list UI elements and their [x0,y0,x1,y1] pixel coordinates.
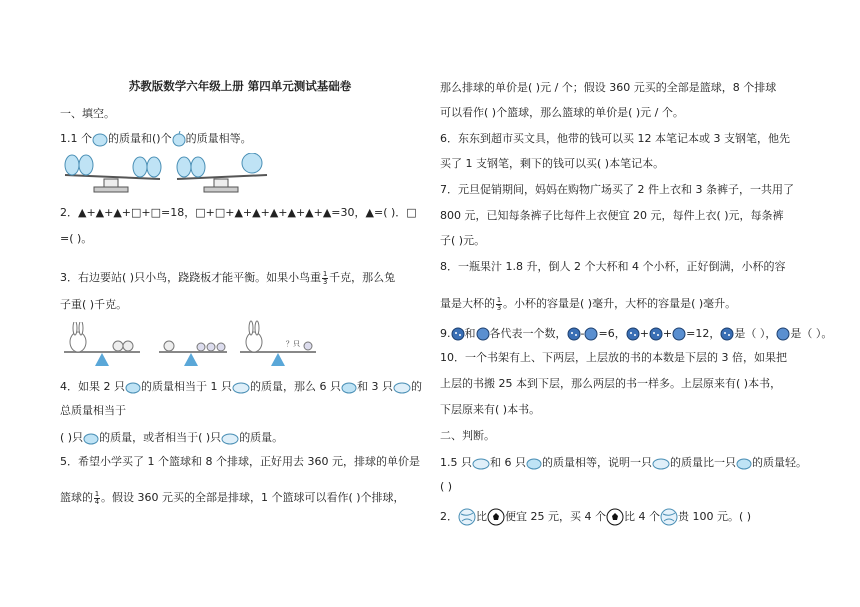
question-6-line-2: 买了 1 支钢笔，剩下的钱可以买( )本笔记本。 [440,157,665,170]
judge-question-1-answer: ( ) [440,480,453,493]
ladybug-icon [649,327,663,341]
question-5-line-1: 5．希望小学买了 1 个篮球和 8 个排球，正好用去 360 元，排球的单价是 [60,455,420,468]
page-title: 苏教版数学六年级上册 第四单元测试基础卷 [128,79,352,93]
section-fill-blank: 一、填空。 [60,107,115,120]
soccer-ball-icon [606,508,624,526]
bird-icon [393,380,411,394]
bird-icon [221,431,239,445]
blueberry-icon [776,327,790,341]
blueberry-icon [584,327,598,341]
ladybug-icon [567,327,581,341]
soccer-ball-icon [487,508,505,526]
fish-icon [83,431,99,445]
question-9: 9. 和 各代表一个数， - =6， + + =12， 是（ ）， 是（ ）。 [440,327,833,340]
question-3-line-1: 3．右边要站( )只小鸟，跷跷板才能平衡。如果小鸟重 $\frac{1}{3}$ 千克，那么兔 [60,269,396,286]
judge-question-2: 2． 比 便宜 25 元，买 4 个 比 4 个 贵 100 元。( ) [440,508,751,526]
apple-icon [172,131,186,147]
fraction-one-third: $\frac{1}{3}$ [322,269,328,286]
question-7-line-2: 800 元，已知每条裤子比每件上衣便宜 20 元，每件上衣( )元，每条裤 [440,209,784,222]
question-4-line-2: 总质量相当于 [60,404,126,417]
fish-icon [341,380,357,394]
seesaw-illustration-2 [157,322,229,368]
question-10-line-1: 10．一个书架有上、下两层，上层放的书的本数是下层的 3 倍，如果把 [440,351,787,364]
question-8-line-2: 量是大杯的 $\frac{1}{3}$ 。小杯的容量是( )毫升，大杯的容量是( )毫升。 [440,295,737,312]
question-10-line-3: 下层原来有( )本书。 [440,403,541,416]
ladybug-icon [626,327,640,341]
ladybug-icon [720,327,734,341]
question-7-line-3: 子( )元。 [440,234,486,247]
question-4-line-3: ( )只 的质量，或者相当于( )只 的质量。 [60,431,284,444]
volleyball-icon [660,508,678,526]
judge-question-1: 1.5 只 和 6 只 的质量相等，说明一只 的质量比一只 的质量轻。 [440,456,807,469]
balance-scale-illustration-2 [172,153,272,195]
bird-icon [232,380,250,394]
question-4-line-1: 4．如果 2 只 的质量相当于 1 只 的质量，那么 6 只 和 3 只 的 [60,380,422,393]
question-5-line-4: 可以看作( )个篮球，那么篮球的单价是( )元 / 个。 [440,106,684,119]
fraction-one-third: $\frac{1}{3}$ [496,295,502,312]
seesaw-question-label: ？只 [286,340,300,348]
question-7-line-1: 7．元旦促销期间，妈妈在购物广场买了 2 件上衣和 3 条裤子，一共用了 [440,183,794,196]
question-2-line-1: 2．▲+▲+▲+□+□=18，□+□+▲+▲+▲+▲+▲+▲=30，▲=( )．□ [60,206,417,219]
blue-fruit-icon [92,131,108,147]
seesaw-illustration-1 [62,322,142,368]
fish-icon [736,456,752,470]
question-10-line-2: 上层的书搬 25 本到下层，那么两层的书一样多。上层原来有( )本书， [440,377,782,390]
bird-icon [652,456,670,470]
volleyball-icon [458,508,476,526]
question-1: 1.1 个 的质量和()个 的质量相等。 [60,132,252,145]
question-8-line-1: 8．一瓶果汁 1.8 升，倒人 2 个大杯和 4 个小杯，正好倒满，小杯的容 [440,260,786,273]
seesaw-illustration-3 [238,318,318,368]
fish-icon [125,380,141,394]
fraction-one-quarter: $\frac{1}{4}$ [94,489,100,506]
ladybug-icon [451,327,465,341]
balance-scale-illustration-1 [60,153,170,195]
blueberry-icon [672,327,686,341]
question-2-line-2: =( )。 [60,232,93,245]
question-3-line-2: 子重( )千克。 [60,298,128,311]
question-6-line-1: 6．东东到超市买文具，他带的钱可以买 12 本笔记本或 3 支钢笔，他先 [440,132,790,145]
bird-icon [472,456,490,470]
question-5-line-2: 篮球的 $\frac{1}{4}$ 。假设 360 元买的全部是排球，1 个篮球可以看作( )个排球， [60,489,405,506]
fish-icon [526,456,542,470]
blueberry-icon [476,327,490,341]
section-true-false: 二、判断。 [440,429,495,442]
question-5-line-3: 那么排球的单价是( )元 / 个；假设 360 元买的全部是篮球，8 个排球 [440,81,777,94]
